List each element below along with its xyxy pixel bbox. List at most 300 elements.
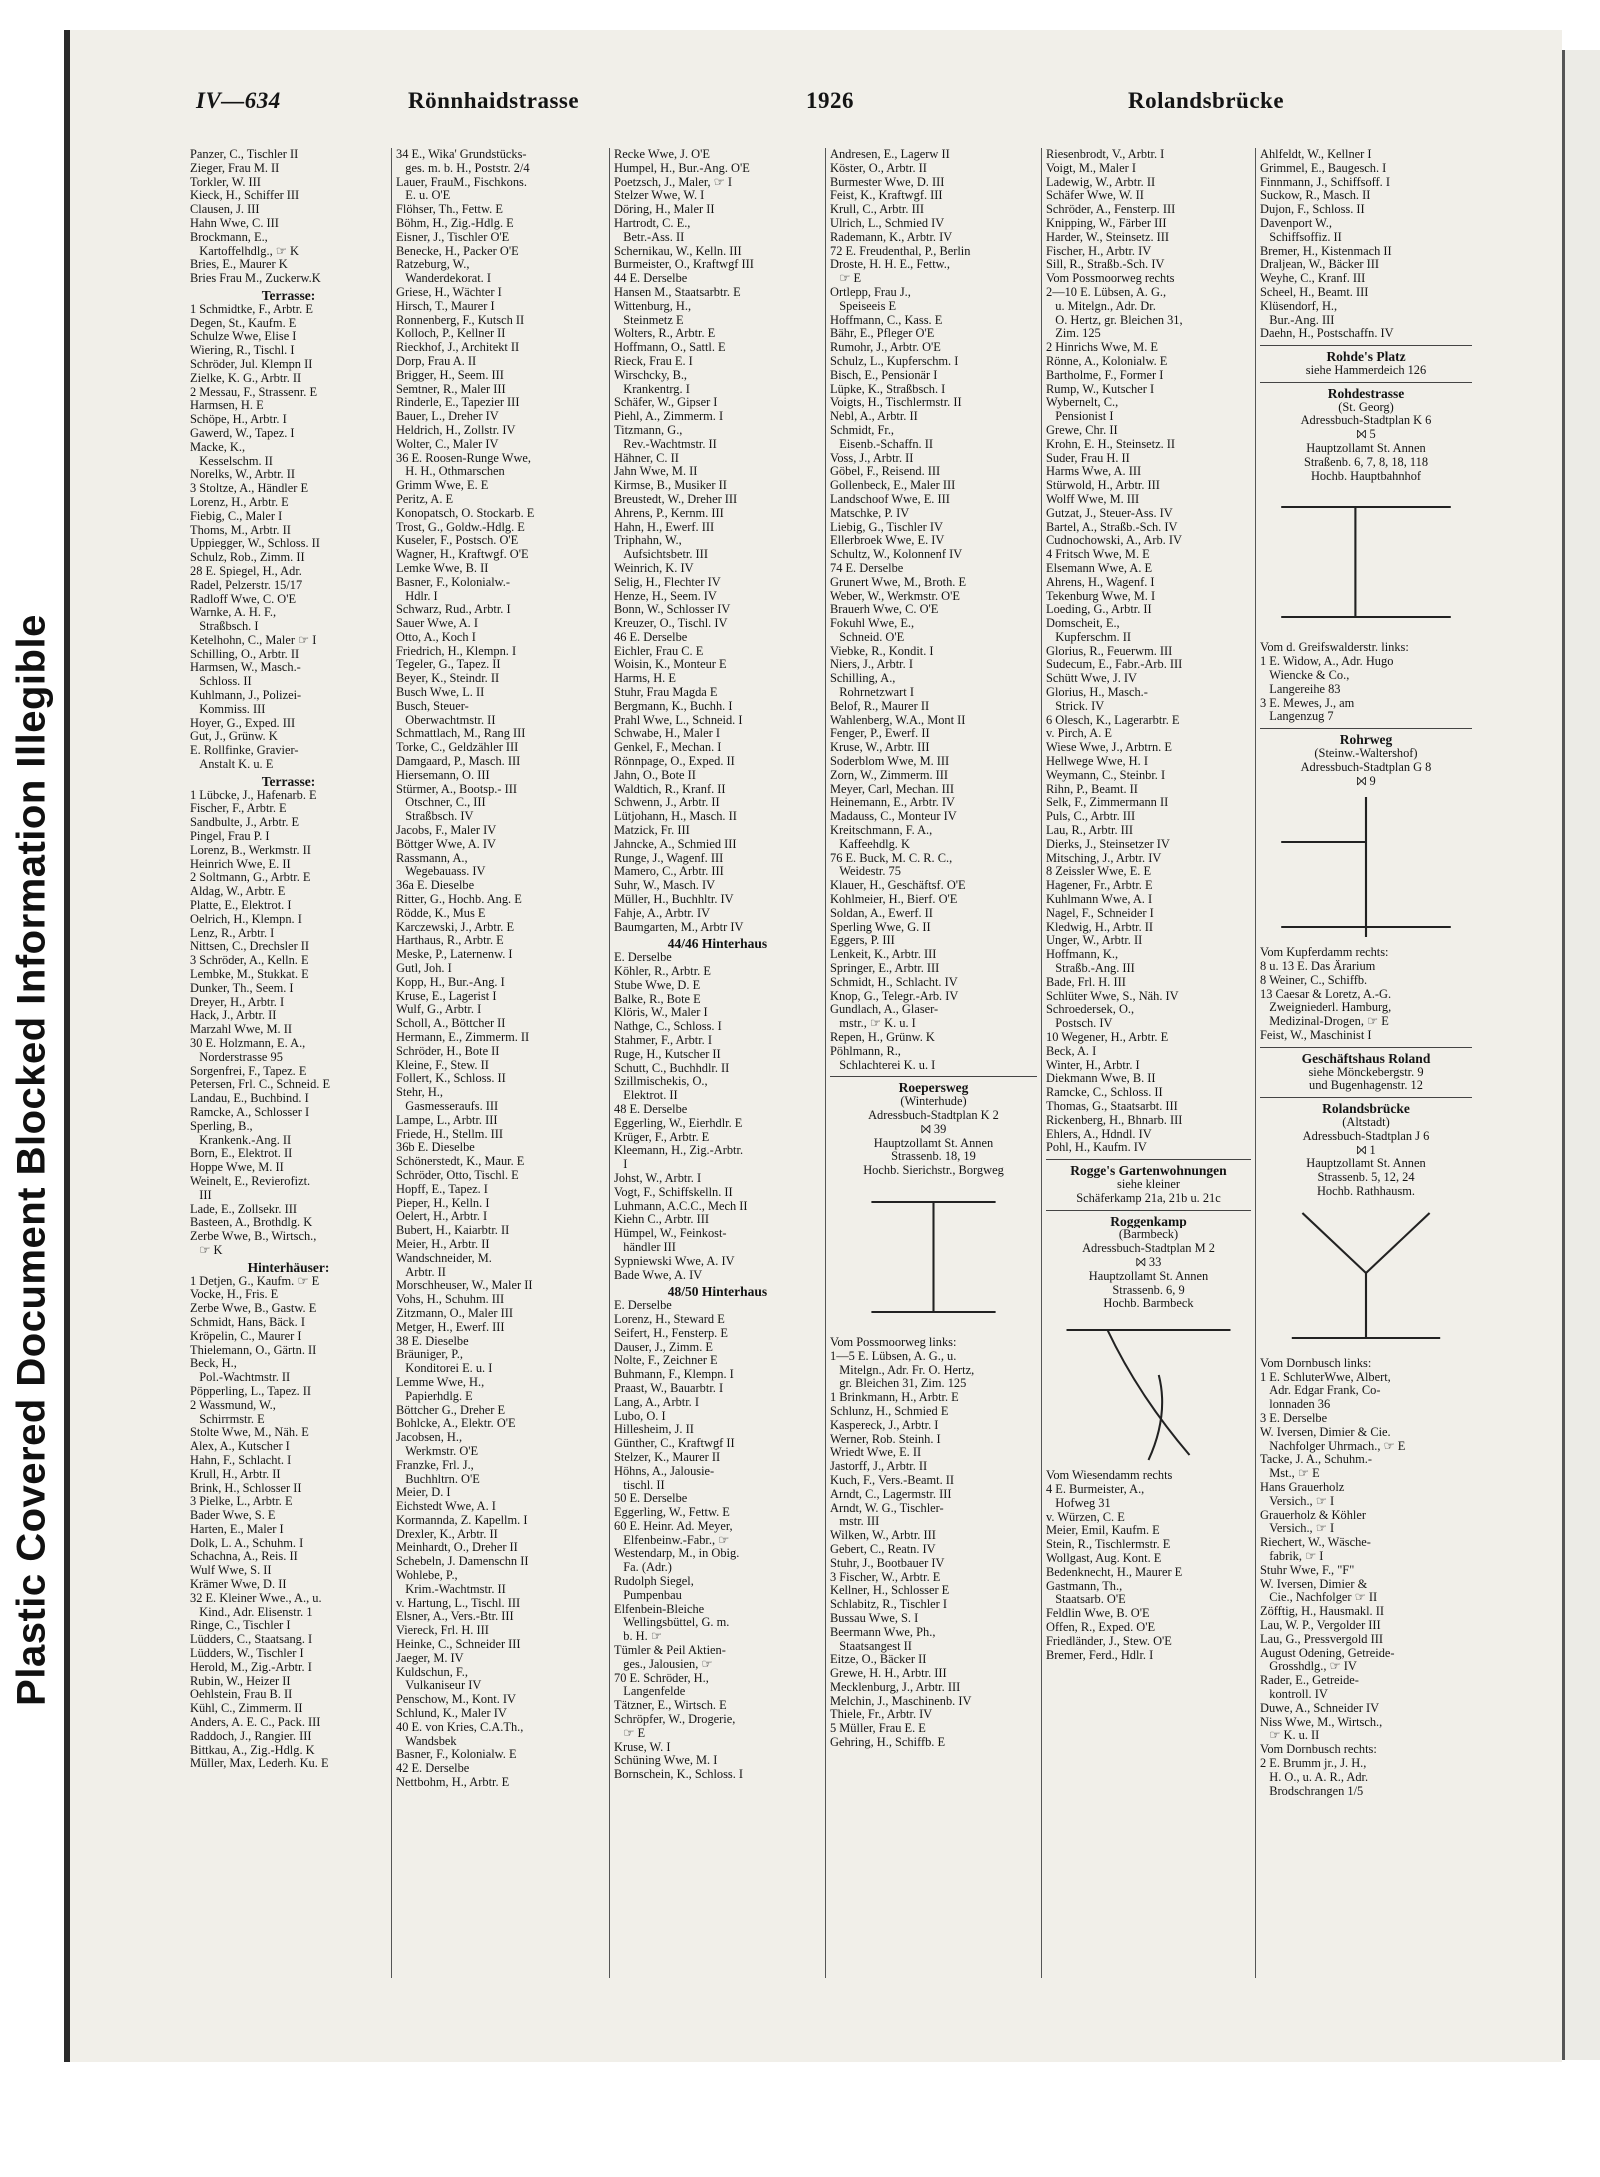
directory-entry: Damgaard, P., Masch. III — [396, 755, 521, 769]
directory-entry: Repen, H., Grünw. K — [830, 1031, 935, 1044]
directory-entry: Vulkaniseur IV — [396, 1679, 482, 1693]
directory-entry: Göbel, F., Reisend. III — [830, 465, 941, 479]
directory-entry: Baumgarten, M., Arbtr IV — [614, 920, 744, 934]
directory-entry: Brigger, H., Seem. III — [396, 368, 504, 382]
directory-entry: Fa. (Adr.) — [614, 1561, 672, 1575]
directory-entry: Stolte Wwe, M., Näh. E — [190, 1426, 309, 1440]
directory-entry: Franzke, Frl. J., — [396, 1458, 474, 1472]
directory-entry: gr. Bleichen 31, Zim. 125 — [830, 1377, 967, 1391]
directory-entry: Hopff, E., Tapez. I — [396, 1182, 488, 1196]
directory-entry: 4 E. Burmeister, A., — [1046, 1482, 1145, 1496]
directory-entry: Kesselschm. II — [190, 454, 273, 468]
directory-entry: kontroll. IV — [1260, 1687, 1328, 1701]
directory-entry: Müller, H., Buchhltr. IV — [614, 893, 734, 907]
directory-entry: Grimm Wwe, E. E — [396, 479, 489, 493]
directory-entry: Krim.-Wachtmstr. II — [396, 1582, 506, 1596]
directory-entry: Ahrens, H., Wagenf. I — [1046, 575, 1155, 589]
directory-entry: Speiseeis E — [830, 299, 897, 313]
street-info-line: Strassenb. 5, 12, 24 — [1317, 1171, 1415, 1185]
directory-entry: Papierhdlg. E — [396, 1389, 473, 1403]
directory-entry: Bonn, W., Schlosser IV — [614, 603, 731, 617]
street-heading: Terrasse: — [261, 288, 316, 303]
directory-entry: Zitzmann, O., Maler III — [396, 1306, 513, 1320]
directory-entry: Eichstedt Wwe, A. I — [396, 1500, 496, 1514]
directory-entry: Fenger, P., Ewerf. II — [830, 727, 930, 741]
directory-entry: Fiebig, C., Maler I — [190, 509, 283, 523]
street-heading: Rohrweg — [1339, 733, 1393, 747]
directory-entry: Kledwig, H., Arbtr. II — [1046, 920, 1154, 934]
directory-entry: Bubert, H., Kaiarbtr. II — [396, 1224, 510, 1238]
directory-entry: Dauser, J., Zimm. E — [614, 1340, 713, 1354]
directory-entry: Staatsarb. O'E — [1046, 1593, 1126, 1607]
directory-entry: Schröder, H., Bote II — [396, 1044, 500, 1058]
directory-entry: Marzahl Wwe, M. II — [190, 1023, 292, 1037]
directory-entry: Hähner, C. II — [614, 451, 679, 465]
directory-entry: Feist, K., Kraftwgf. III — [830, 189, 943, 203]
directory-entry: Schlüter Wwe, S., Näh. IV — [1046, 989, 1179, 1003]
directory-entry: Wulf Wwe, S. II — [190, 1564, 272, 1578]
directory-entry: E. u. O'E — [396, 189, 451, 203]
directory-entry: 76 E. Buck, M. C. R. C., — [830, 851, 953, 865]
directory-entry: Kolloch, P., Kellner II — [396, 327, 506, 341]
directory-entry: Winter, H., Arbtr. I — [1046, 1058, 1140, 1072]
directory-entry: 1 E. Widow, A., Adr. Hugo — [1260, 655, 1394, 669]
directory-entry: Grosshdlg., ☞ IV — [1260, 1660, 1357, 1674]
street-info-line: ⨝ 5 — [1356, 428, 1376, 442]
directory-entry: Kruse, E., Lagerist I — [396, 989, 497, 1003]
directory-entry: Lüpke, K., Straßbsch. I — [830, 382, 946, 396]
directory-entry: Wiencke & Co., — [1260, 668, 1350, 682]
directory-entry: 38 E. Dieselbe — [396, 1334, 469, 1348]
directory-entry: Wagner, H., Kraftwgf. O'E — [396, 548, 529, 562]
street-heading: 44/46 Hinterhaus — [667, 937, 768, 952]
directory-entry: 74 E. Derselbe — [830, 561, 904, 575]
directory-entry: Voigt, M., Maler I — [1046, 161, 1136, 175]
directory-entry: Zielke, K. G., Arbtr. II — [190, 371, 302, 385]
directory-entry: Schilling, O., Arbtr. II — [190, 647, 300, 661]
directory-entry: Langenfelde — [614, 1685, 686, 1699]
directory-entry: Schulz, Rob., Zimm. II — [190, 551, 305, 565]
directory-entry: Szillmischekis, O., — [614, 1075, 708, 1089]
directory-entry: Radloff Wwe, C. O'E — [190, 592, 297, 606]
directory-entry: Lorenz, H., Steward E — [614, 1312, 725, 1326]
directory-entry: Kruse, W. I — [614, 1740, 671, 1754]
directory-entry: Meske, P., Laternenw. I — [396, 948, 513, 962]
directory-entry: Straßbsch. IV — [396, 810, 474, 824]
directory-entry: Trost, G., Goldw.-Hdlg. E — [396, 520, 525, 534]
directory-entry: Tätzner, E., Wirtsch. E — [614, 1699, 727, 1713]
directory-entry: Basteen, A., Brothdlg. K — [190, 1216, 313, 1230]
directory-entry: Titzmann, G., — [614, 423, 683, 437]
directory-entry: Ahrens, P., Kernm. III — [614, 506, 724, 520]
directory-entry: August Odening, Getreide- — [1260, 1646, 1395, 1660]
directory-entry: Vom Kupferdamm rechts: — [1260, 946, 1389, 960]
street-info-line: Straßenb. 6, 7, 8, 18, 118 — [1303, 455, 1429, 469]
directory-entry: Runge, J., Wagenf. III — [614, 851, 724, 865]
directory-entry: Dunker, Th., Seem. I — [190, 981, 294, 995]
directory-column — [186, 148, 392, 1978]
directory-entry: Gawerd, W., Tapez. I — [190, 426, 295, 440]
directory-entry: 34 E., Wika' Grundstücks- — [396, 148, 527, 161]
directory-entry: Ritter, G., Hochb. Ang. E — [396, 893, 522, 907]
directory-entry: Eggerling, W., Fettw. E — [614, 1506, 730, 1520]
directory-entry: Metger, H., Ewerf. III — [396, 1320, 505, 1334]
directory-entry: Norelks, W., Arbtr. II — [190, 468, 295, 482]
directory-entry: Basner, F., Kolonialw. E — [396, 1748, 517, 1762]
directory-entry: Springer, E., Arbtr. III — [830, 962, 940, 976]
directory-entry: Lorenz, H., Arbtr. E — [190, 495, 289, 509]
directory-entry: Born, E., Elektrot. II — [190, 1147, 293, 1161]
directory-entry: Nachfolger Uhrmach., ☞ E — [1260, 1439, 1406, 1453]
directory-entry: Ahlfeldt, W., Kellner I — [1260, 148, 1372, 161]
directory-entry: Zieger, Frau M. II — [190, 161, 280, 175]
side-banner-text: Plastic Covered Document Blocked Information Illegible — [9, 614, 54, 1706]
street-heading: 48/50 Hinterhaus — [667, 1285, 768, 1300]
directory-entry: Scheel, H., Beamt. III — [1260, 285, 1369, 299]
directory-entry: Lorenz, B., Werkmstr. II — [190, 843, 311, 857]
directory-entry: Schroedersek, O., — [1046, 1003, 1135, 1017]
directory-entry: Bur.-Ang. III — [1260, 313, 1335, 327]
directory-entry: Harmsen, W., Masch.- — [190, 661, 301, 675]
directory-entry: Wolters, R., Arbtr. E — [614, 327, 716, 341]
directory-entry: u. Mitelgn., Adr. Dr. — [1046, 299, 1156, 313]
directory-entry: Jaeger, M. IV — [396, 1651, 464, 1665]
directory-entry: Melchin, J., Maschinenb. IV — [830, 1694, 972, 1708]
street-info-line: Hauptzollamt St. Annen — [873, 1136, 994, 1150]
directory-entry: 30 E. Holzmann, E. A., — [190, 1037, 306, 1050]
directory-entry: Schlund, K., Maler IV — [396, 1707, 507, 1721]
directory-entry: Seifert, H., Fensterp. E — [614, 1326, 728, 1340]
directory-entry: Kupferschm. II — [1046, 630, 1131, 644]
directory-entry: 28 E. Spiegel, H., Adr. — [190, 564, 302, 578]
directory-entry: Panzer, C., Tischler II — [190, 148, 299, 161]
directory-entry: Suckow, R., Masch. II — [1260, 189, 1371, 203]
directory-entry: Wollgast, Aug. Kont. E — [1046, 1551, 1162, 1565]
directory-entry: Lenz, R., Arbtr. I — [190, 926, 275, 940]
directory-entry: Wulf, G., Arbtr. I — [396, 1003, 482, 1017]
directory-entry: 8 Zeissler Wwe, E. E — [1046, 865, 1152, 879]
directory-entry: Andresen, E., Lagerw II — [830, 148, 950, 161]
directory-entry: Lenkeit, K., Arbtr. III — [830, 948, 937, 962]
directory-entry: Kormannda, Z. Kapellm. I — [396, 1513, 528, 1527]
directory-entry: Vom Possmoorweg rechts — [1046, 272, 1175, 286]
directory-entry: Elfenbein-Bleiche — [614, 1602, 705, 1616]
street-info-line: Strassenb. 18, 19 — [891, 1150, 976, 1164]
directory-entry: Arndt, C., Lagermstr. III — [830, 1487, 952, 1501]
right-running-head: Rolandsbrücke — [1128, 88, 1285, 113]
directory-entry: Gundlach, A., Glaser- — [830, 1003, 939, 1017]
directory-entry: Ramcke, A., Schlosser I — [190, 1105, 310, 1119]
street-info-line: und Bugenhagenstr. 12 — [1309, 1079, 1423, 1093]
directory-entry: Bartel, A., Straßb.-Sch. IV — [1046, 520, 1178, 534]
directory-entry: Daehn, H., Postschaffn. IV — [1260, 327, 1394, 341]
directory-entry: Oberwachtmstr. II — [396, 713, 496, 727]
directory-entry: Hofweg 31 — [1046, 1496, 1111, 1510]
directory-entry: Wolff Wwe, M. III — [1046, 492, 1140, 506]
directory-entry: Konopatsch, O. Stockarb. E — [396, 506, 535, 520]
directory-entry: Kruse, W., Arbtr. III — [830, 741, 930, 755]
directory-entry: Gastmann, Th., — [1046, 1579, 1123, 1593]
street-map-sketch — [1046, 1315, 1251, 1465]
directory-entry: Fokuhl Wwe, E., — [830, 617, 915, 631]
directory-entry: Brauerh Wwe, C. O'E — [830, 603, 939, 617]
directory-entry: Gasmesseraufs. III — [396, 1099, 499, 1113]
directory-entry: Kaspereck, J., Arbtr. I — [830, 1418, 939, 1432]
directory-entry: Schulz, L., Kupferschm. I — [830, 354, 959, 368]
directory-entry: Beck, H., — [190, 1357, 237, 1371]
directory-entry: Eitze, O., Bäcker II — [830, 1653, 927, 1667]
directory-entry: Wanderdekorat. I — [396, 272, 491, 286]
directory-entry: Hellwege Wwe, H. I — [1046, 755, 1148, 769]
directory-entry: Versich., ☞ I — [1260, 1522, 1335, 1536]
directory-entry: Weyhe, C., Kranf. III — [1260, 272, 1366, 286]
directory-entry: Bade Wwe, A. IV — [614, 1268, 703, 1282]
directory-entry: Zweigniederl. Hamburg, — [1260, 1001, 1392, 1015]
directory-entry: Weidestr. 75 — [830, 865, 901, 879]
directory-entry: Dierks, J., Steinsetzer IV — [1046, 837, 1170, 851]
directory-entry: Buchhltrn. O'E — [396, 1472, 480, 1486]
street-heading: Rohde's Platz — [1326, 350, 1406, 364]
directory-entry: Wiering, R., Tischl. I — [190, 344, 295, 358]
directory-entry: 2 Wassmund, W., — [190, 1398, 276, 1412]
directory-entry: Oelert, H., Arbtr. I — [396, 1210, 488, 1224]
directory-entry: Stuhr, J., Bootbauer IV — [830, 1556, 945, 1570]
directory-entry: Fahje, A., Arbtr. IV — [614, 906, 711, 920]
directory-entry: Hermann, E., Zimmerm. II — [396, 1031, 530, 1044]
directory-entry: Uppiegger, W., Schloss. II — [190, 537, 320, 551]
street-info-line: Hauptzollamt St. Annen — [1306, 441, 1426, 455]
directory-entry: Schmidt, Fr., — [830, 423, 895, 437]
directory-entry: Schultz, W., Kolonnenf IV — [830, 548, 963, 562]
directory-entry: Meier, D. I — [396, 1486, 451, 1500]
directory-entry: 5 Müller, Frau E. E — [830, 1722, 926, 1736]
directory-entry: Rickenberg, H., Bhnarb. III — [1046, 1113, 1183, 1127]
directory-entry: Vogt, F., Schiffskelln. II — [614, 1185, 733, 1199]
street-info-line: Hauptzollamt St. Annen — [1088, 1269, 1209, 1283]
directory-entry: Mitelgn., Adr. Fr. O. Hertz, — [830, 1363, 975, 1377]
directory-entry: Böttger Wwe, A. IV — [396, 837, 496, 851]
directory-entry: Griese, H., Wächter I — [396, 285, 502, 299]
directory-entry: Meier, H., Arbtr. II — [396, 1237, 490, 1251]
directory-entry: Dolk, L. A., Schuhm. I — [190, 1536, 304, 1550]
directory-entry: 50 E. Derselbe — [614, 1492, 688, 1506]
directory-entry: Werkmstr. O'E — [396, 1444, 479, 1458]
directory-entry: Hillesheim, J. II — [614, 1423, 694, 1437]
directory-entry: Woisin, K., Monteur E — [614, 658, 727, 672]
directory-entry: Grimmel, E., Baugesch. I — [1260, 161, 1387, 175]
directory-entry: Lang, A., Arbtr. I — [614, 1395, 700, 1409]
directory-entry: Elektrot. II — [614, 1089, 678, 1103]
directory-entry: Suhr, W., Masch. IV — [614, 879, 716, 893]
directory-entry: Döring, H., Maler II — [614, 203, 715, 217]
directory-entry: Aldag, W., Arbtr. E — [190, 885, 286, 899]
directory-entry: 3 E. Mewes, J., am — [1260, 696, 1355, 710]
directory-entry: Strick. IV — [1046, 699, 1105, 713]
directory-entry: Warnke, A. H. F., — [190, 606, 277, 620]
directory-entry: Stürmer, A., Bootsp.- III — [396, 782, 517, 796]
directory-entry: Friedrich, H., Klempn. I — [396, 644, 517, 658]
directory-entry: Weinelt, E., Revierofizt. — [190, 1174, 311, 1188]
directory-entry: Droste, H. H. E., Fettw., — [830, 258, 950, 272]
directory-entry: Bräuniger, P., — [396, 1348, 463, 1362]
street-info-line: Hauptzollamt St. Annen — [1306, 1157, 1426, 1171]
directory-entry: Harmsen, H. E — [190, 399, 264, 413]
street-info-line: Schäferkamp 21a, 21b u. 21c — [1076, 1191, 1221, 1205]
street-heading: Geschäftshaus Roland — [1301, 1051, 1431, 1066]
directory-entry: Lembke, M., Stukkat. E — [190, 968, 309, 982]
directory-entry: Krankenk.-Ang. II — [190, 1133, 292, 1147]
section-divider — [830, 1076, 1037, 1077]
directory-entry: Bremer, Ferd., Hdlr. I — [1046, 1648, 1154, 1662]
directory-entry: Dreyer, H., Arbtr. I — [190, 995, 285, 1009]
directory-entry: Arbtr. II — [396, 1265, 446, 1279]
directory-entry: Nathge, C., Schloss. I — [614, 1020, 722, 1034]
directory-entry: Hoffmann, C., Kass. E — [830, 313, 943, 327]
directory-entry: Gehring, H., Schiffb. E — [830, 1736, 946, 1750]
directory-entry: Knipping, W., Färber III — [1046, 216, 1167, 230]
section-divider — [1260, 1097, 1472, 1098]
directory-entry: Kreitschmann, F. A., — [830, 824, 933, 838]
directory-entry: Suder, Frau H. II — [1046, 451, 1130, 465]
directory-entry: Mecklenburg, J., Arbtr. III — [830, 1680, 961, 1694]
side-banner — [0, 0, 64, 2177]
directory-entry: Sperling Wwe, G. II — [830, 920, 931, 934]
directory-entry: Tekenburg Wwe, M. I — [1046, 589, 1156, 603]
directory-entry: Bade, Frl. H. III — [1046, 975, 1126, 989]
directory-entry: Sill, R., Straßb.-Sch. IV — [1046, 258, 1165, 272]
directory-entry: Lau, R., Arbtr. III — [1046, 824, 1134, 838]
section-divider — [1260, 1047, 1472, 1048]
directory-entry: Jahn, O., Bote II — [614, 768, 696, 782]
directory-entry: Rassmann, A., — [396, 851, 468, 865]
directory-entry: Hack, J., Arbtr. II — [190, 1009, 277, 1023]
directory-column — [1256, 148, 1476, 1978]
street-info-line: ⨝ 33 — [1135, 1255, 1162, 1269]
directory-entry: Hoffmann, O., Sattl. E — [614, 341, 726, 355]
directory-entry: Matschke, P. IV — [830, 506, 910, 520]
directory-entry: Vom d. Greifswalderstr. links: — [1260, 641, 1409, 655]
directory-entry: Vom Wiesendamm rechts — [1046, 1469, 1173, 1483]
directory-entry: Lüdders, C., Staatsang. I — [190, 1633, 313, 1647]
directory-entry: Schlunz, H., Schmied E — [830, 1404, 949, 1418]
directory-entry: Gutzat, J., Steuer-Ass. IV — [1046, 506, 1173, 520]
directory-entry: 2 Messau, F., Strassenr. E — [190, 385, 318, 399]
directory-entry: Voigts, H., Tischlermstr. II — [830, 396, 962, 410]
directory-entry: Viereck, Frl. H. III — [396, 1624, 489, 1638]
directory-entry: Pöpperling, L., Tapez. II — [190, 1384, 312, 1398]
directory-entry: 32 E. Kleiner Wwe., A., u. — [190, 1591, 322, 1605]
directory-entry: Anders, A. E. C., Pack. III — [190, 1716, 321, 1730]
directory-entry: Cie., Nachfolger ☞ II — [1260, 1591, 1378, 1605]
directory-entry: Kellner, H., Schlosser E — [830, 1584, 950, 1598]
directory-entry: Otto, A., Koch I — [396, 630, 476, 644]
directory-entry: Kleemann, H., Zig.-Arbtr. — [614, 1144, 744, 1158]
directory-entry: Finnmann, J., Schiffsoff. I — [1260, 175, 1390, 189]
directory-entry: Beermann Wwe, Ph., — [830, 1625, 936, 1639]
directory-entry: Rieck, Frau E. I — [614, 354, 693, 368]
directory-entry: Rademann, K., Arbtr. IV — [830, 230, 953, 244]
directory-entry: Heinrich Wwe, E. II — [190, 857, 291, 871]
directory-entry: Grauerholz & Köhler — [1260, 1508, 1366, 1522]
directory-entry: Torke, C., Geldzähler III — [396, 741, 519, 755]
directory-entry: Follert, K., Schloss. II — [396, 1072, 506, 1086]
directory-entry: Pieper, H., Kelln. I — [396, 1196, 490, 1210]
directory-entry: Kuseler, F., Postsch. O'E — [396, 534, 519, 548]
directory-entry: Wriedt Wwe, E. II — [830, 1446, 922, 1460]
directory-entry: 1 Lübcke, J., Hafenarb. E — [190, 788, 317, 802]
directory-entry: 8 Weiner, C., Schiffb. — [1260, 973, 1368, 987]
directory-entry: Vom Dornbusch rechts: — [1260, 1743, 1377, 1757]
directory-entry: Recke Wwe, J. O'E — [614, 148, 710, 161]
directory-entry: Staatsangest II — [830, 1639, 912, 1653]
directory-entry: Lauer, FrauM., Fischkons. — [396, 175, 527, 189]
directory-entry: Kartoffelhdlg., ☞ K — [190, 244, 299, 258]
directory-entry: Kirmse, B., Musiker II — [614, 479, 727, 493]
directory-entry: Stelzer, K., Maurer II — [614, 1450, 721, 1464]
section-divider — [1046, 1159, 1251, 1160]
directory-entry: Mamero, C., Arbtr. III — [614, 865, 724, 879]
directory-entry: Kieck, H., Schiffer III — [190, 189, 300, 203]
directory-entry: Otschner, C., III — [396, 796, 486, 810]
directory-entry: Kuldschun, F., — [396, 1665, 468, 1679]
directory-columns — [186, 148, 1540, 1978]
directory-entry: Bornschein, K., Schloss. I — [614, 1768, 744, 1782]
directory-entry: Johst, W., Arbtr. I — [614, 1171, 702, 1185]
directory-entry: Thomas, G., Staatsarbt. III — [1046, 1099, 1178, 1113]
directory-entry: Davenport W., — [1260, 216, 1332, 230]
section-divider — [1260, 345, 1472, 346]
directory-entry: Straßbsch. I — [190, 620, 259, 634]
directory-entry: Glorius, R., Feuerwm. III — [1046, 644, 1173, 658]
directory-entry: Norderstrasse 95 — [190, 1050, 283, 1064]
directory-entry: Nittsen, C., Drechsler II — [190, 940, 310, 954]
directory-entry: Stuhr, Frau Magda E — [614, 686, 718, 700]
directory-entry: Weber, W., Werkmstr. O'E — [830, 589, 960, 603]
directory-entry: Kohlmeier, H., Bierf. O'E — [830, 893, 958, 907]
directory-entry: 70 E. Schröder, H., — [614, 1671, 709, 1685]
directory-entry: Jacobs, F., Maler IV — [396, 824, 497, 838]
directory-entry: Herold, M., Zig.-Arbtr. I — [190, 1660, 312, 1674]
directory-entry: Grewe, H. H., Arbtr. III — [830, 1667, 947, 1681]
directory-entry: Ramcke, C., Schloss. II — [1046, 1086, 1163, 1100]
directory-entry: Macke, K., — [190, 440, 246, 454]
directory-entry: Liebig, G., Tischler IV — [830, 520, 943, 534]
directory-entry: Rohrnetzwart I — [830, 686, 914, 700]
directory-entry: 42 E. Derselbe — [396, 1762, 470, 1776]
directory-entry: Rev.-Wachtmstr. II — [614, 437, 717, 451]
directory-entry: Thiele, Fr., Arbtr. IV — [830, 1708, 933, 1722]
directory-entry: Hoyer, G., Exped. III — [190, 716, 296, 730]
directory-entry: Thielemann, O., Gärtn. II — [190, 1343, 317, 1357]
page-number: IV—634 — [196, 88, 281, 113]
directory-entry: Weinrich, K. IV — [614, 561, 694, 575]
directory-entry: Pöhlmann, R., — [830, 1044, 901, 1058]
directory-entry: Eisenb.-Schaffn. II — [830, 437, 933, 451]
directory-entry: Feldlin Wwe, B. O'E — [1046, 1607, 1150, 1621]
directory-entry: Kuch, F., Vers.-Beamt. II — [830, 1473, 955, 1487]
directory-entry: Pol.-Wachtmstr. II — [190, 1371, 291, 1385]
directory-entry: ☞ K. u. II — [1260, 1729, 1320, 1743]
directory-entry: Schmidt, H., Schlacht. IV — [830, 975, 958, 989]
directory-entry: Schachna, A., Reis. II — [190, 1550, 298, 1564]
directory-entry: W. Iversen, Dimier & Cie. — [1260, 1425, 1391, 1439]
directory-entry: Vom Dornbusch links: — [1260, 1356, 1372, 1370]
directory-entry: Harten, E., Maler I — [190, 1522, 284, 1536]
directory-entry: Zim. 125 — [1046, 327, 1101, 341]
directory-entry: Bauer, L., Dreher IV — [396, 410, 499, 424]
directory-entry: Zorn, W., Zimmerm. III — [830, 768, 949, 782]
street-map-sketch — [1260, 1203, 1472, 1353]
